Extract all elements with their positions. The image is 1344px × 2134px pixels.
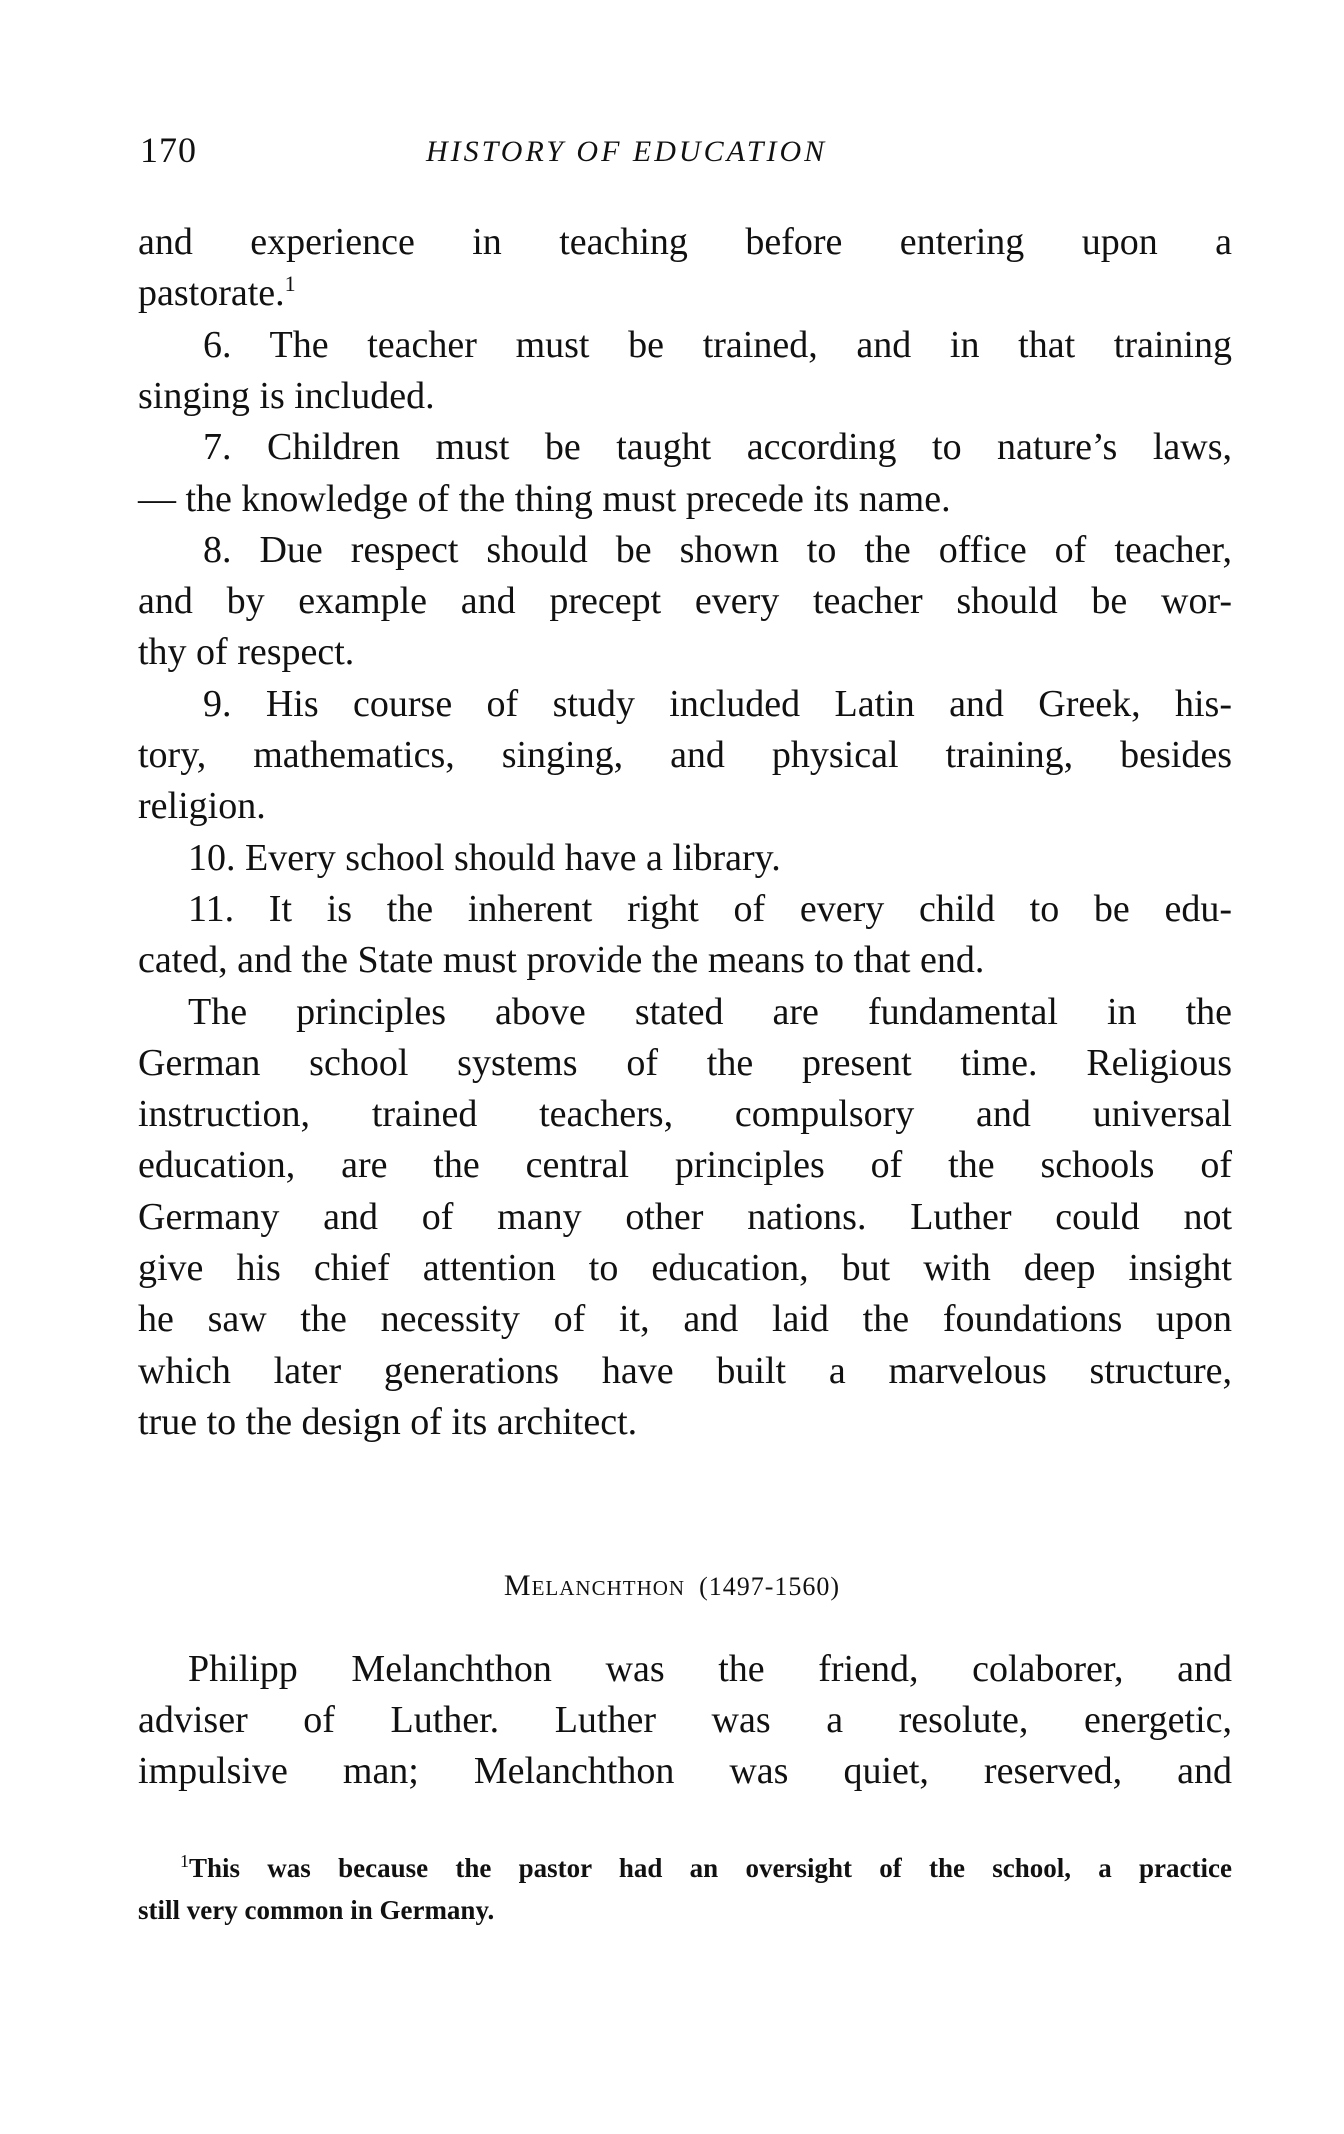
footnote-text: This was because the pastor had an oversight of the school, a practice bbox=[189, 1853, 1232, 1883]
footnote-line bbox=[180, 1853, 1232, 1883]
section-heading bbox=[0, 1568, 1344, 1605]
footnote-line: still very common in Germany. bbox=[138, 1895, 495, 1925]
list-item-8: 8. Due respect should be shown to the office of teacher, bbox=[203, 529, 1232, 571]
body-line: German school systems of the present time. Religious bbox=[138, 1042, 1232, 1084]
footnote-marker: 1 bbox=[180, 1851, 189, 1871]
body-line: instruction, trained teachers, compulsory and universal bbox=[138, 1093, 1232, 1135]
body-line: and by example and precept every teacher should be wor- bbox=[138, 580, 1232, 622]
body-line-text: pastorate. bbox=[138, 272, 285, 314]
list-item-10: 10. Every school should have a library. bbox=[188, 837, 781, 879]
list-item-7: 7. Children must be taught according to nature’s laws, bbox=[203, 426, 1232, 468]
body-line: education, are the central principles of the schools of bbox=[138, 1144, 1232, 1186]
section-line: impulsive man; Melanchthon was quiet, reserved, and bbox=[138, 1750, 1232, 1792]
body-line: which later generations have built a marvelous structure, bbox=[138, 1350, 1232, 1392]
body-line bbox=[138, 271, 1232, 314]
body-line: tory, mathematics, singing, and physical training, besides bbox=[138, 734, 1232, 776]
body-line: give his chief attention to education, but with deep insight bbox=[138, 1247, 1232, 1289]
body-line: — the knowledge of the thing must precede its name. bbox=[138, 478, 951, 520]
body-line: singing is included. bbox=[138, 375, 435, 417]
section-paragraph-start: Philipp Melanchthon was the friend, colaborer, and bbox=[188, 1648, 1232, 1690]
body-line: he saw the necessity of it, and laid the foundations upon bbox=[138, 1298, 1232, 1340]
section-heading-title: Melanchthon bbox=[503, 1569, 686, 1602]
section-line: adviser of Luther. Luther was a resolute, energetic, bbox=[138, 1699, 1232, 1741]
body-line: Germany and of many other nations. Luther could not bbox=[138, 1196, 1232, 1238]
body-line: true to the design of its architect. bbox=[138, 1401, 638, 1443]
body-line: religion. bbox=[138, 785, 266, 827]
body-line: thy of respect. bbox=[138, 631, 355, 673]
running-head-title: HISTORY OF EDUCATION bbox=[426, 135, 828, 168]
list-item-9: 9. His course of study included Latin and Greek, his- bbox=[203, 683, 1232, 725]
page-number: 170 bbox=[140, 130, 197, 170]
body-line: cated, and the State must provide the means to that end. bbox=[138, 939, 985, 981]
list-item-11: 11. It is the inherent right of every child to be edu- bbox=[188, 888, 1232, 930]
body-line: and experience in teaching before entering upon a bbox=[138, 221, 1232, 263]
section-heading-dates: (1497-1560) bbox=[699, 1572, 841, 1601]
paragraph-start: The principles above stated are fundamental in the bbox=[188, 991, 1232, 1033]
running-head bbox=[0, 130, 1344, 170]
footnote-ref: 1 bbox=[284, 271, 296, 296]
list-item-6: 6. The teacher must be trained, and in that training bbox=[203, 324, 1232, 366]
